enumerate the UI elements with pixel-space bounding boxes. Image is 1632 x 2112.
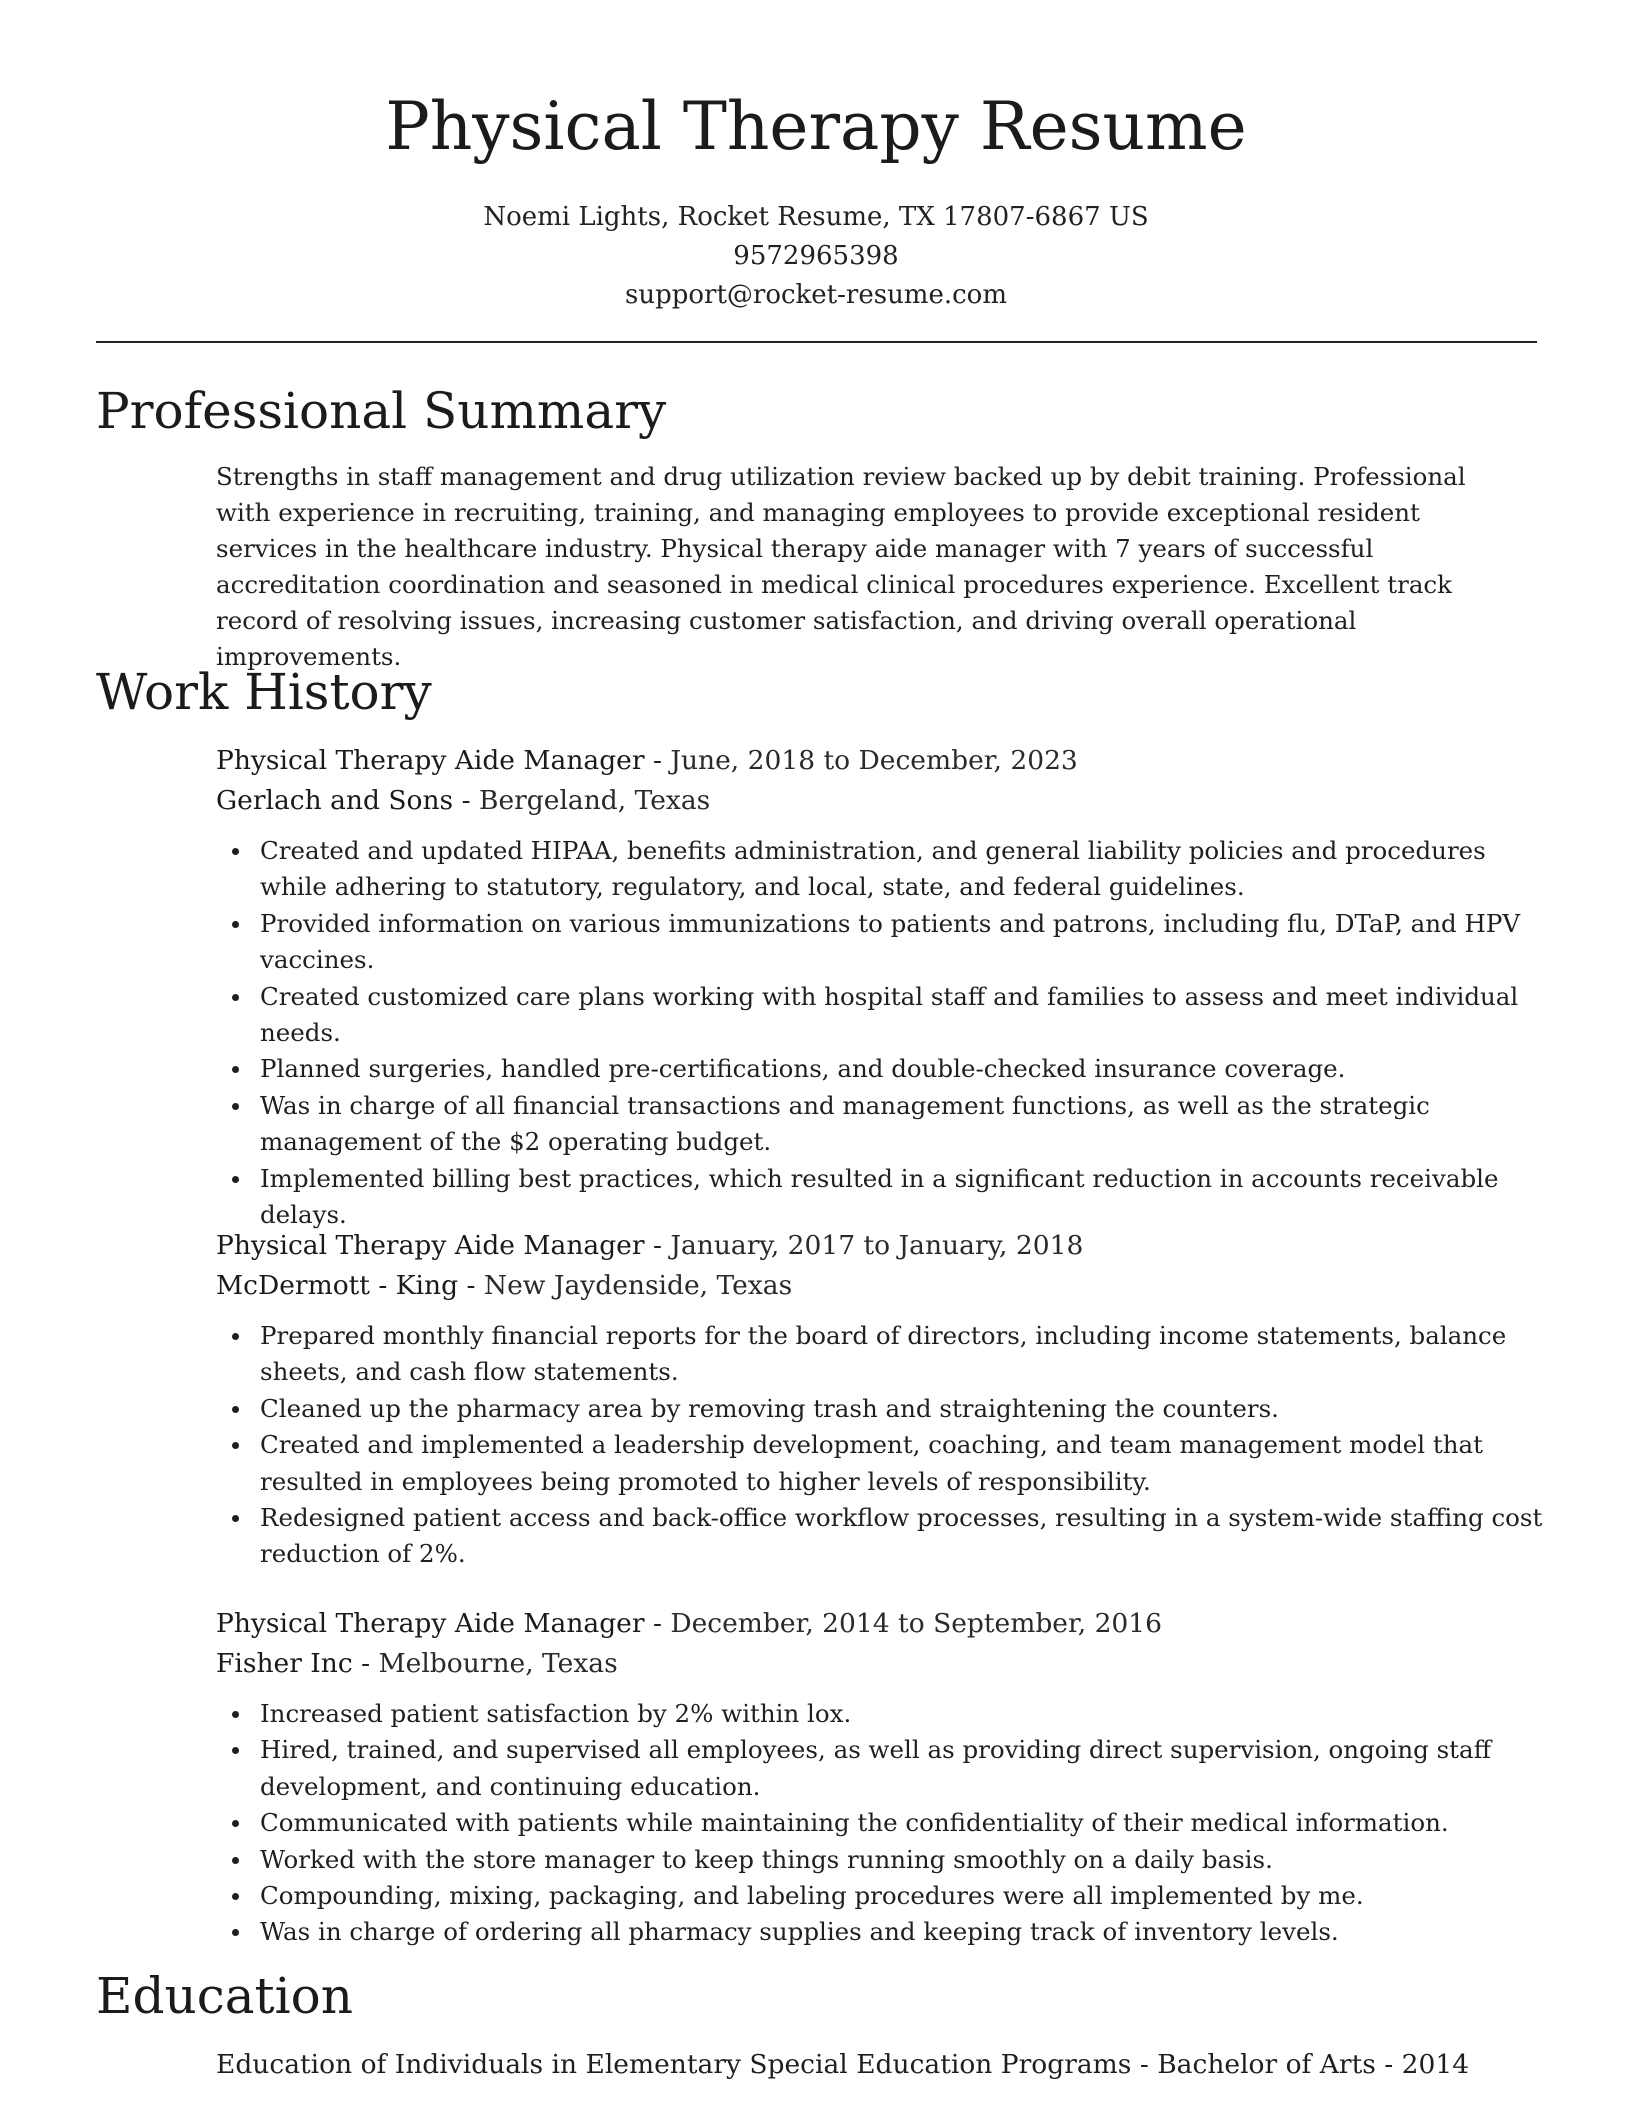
job-bullets — [216, 1696, 1546, 1951]
job-location: Melbourne, Texas — [378, 1648, 618, 1679]
separator: - — [644, 745, 671, 776]
education-heading: Education — [96, 1967, 353, 2025]
job-company: Gerlach and Sons — [216, 785, 454, 816]
list-item: Was in charge of all financial transactions and management functions, as well as the strategic management of the $2 operating budget. — [260, 1088, 1546, 1161]
separator: - — [1375, 2049, 1402, 2080]
list-item: Hired, trained, and supervised all employees, as well as providing direct supervision, ongoing staff development, and continuing education. — [260, 1732, 1546, 1805]
education-program: Education of Individuals in Elementary Special Education Programs — [216, 2049, 1132, 2080]
list-item: Created customized care plans working with hospital staff and families to assess and meet individual needs. — [260, 979, 1546, 1052]
job-company: Fisher Inc — [216, 1648, 353, 1679]
summary-heading: Professional Summary — [96, 382, 667, 440]
list-item: Cleaned up the pharmacy area by removing trash and straightening the counters. — [260, 1391, 1546, 1427]
job-bullets — [216, 1318, 1546, 1573]
job-company-line — [216, 1644, 1546, 1684]
job-entry — [216, 1226, 1546, 1573]
list-item: Was in charge of ordering all pharmacy supplies and keeping track of inventory levels. — [260, 1914, 1546, 1950]
list-item: Provided information on various immunizations to patients and patrons, including flu, DTaP, and HPV vaccines. — [260, 906, 1546, 979]
separator: - — [458, 1270, 484, 1301]
job-company-line — [216, 781, 1546, 821]
summary-text: Strengths in staff management and drug utilization review backed up by debit training. Professional with experience in recruiting, training, and managing employees to provide exceptional resident services in the healthcare industry. Physical therapy aide manager with 7 years of successful accreditation coordination and seasoned in medical clinical procedures experience. Excellent track record of resolving issues, increasing customer satisfaction, and driving overall operational improvements. — [216, 462, 1466, 671]
list-item: Compounding, mixing, packaging, and labeling procedures were all implemented by me. — [260, 1878, 1546, 1914]
education-line — [216, 2045, 1546, 2085]
summary-section — [216, 459, 1516, 675]
list-item: Prepared monthly financial reports for the board of directors, including income statements, balance sheets, and cash flow statements. — [260, 1318, 1546, 1391]
job-bullets — [216, 833, 1546, 1233]
job-title-line — [216, 1604, 1546, 1644]
job-dates: December, 2014 to September, 2016 — [670, 1608, 1163, 1639]
education-year: 2014 — [1401, 2049, 1470, 2080]
list-item: Created and implemented a leadership development, coaching, and team management model that resulted in employees being promoted to higher levels of responsibility. — [260, 1427, 1546, 1500]
education-entry — [216, 2045, 1546, 2085]
list-item: Increased patient satisfaction by 2% within lox. — [260, 1696, 1546, 1732]
contact-address: Noemi Lights, Rocket Resume, TX 17807-6867 US — [483, 202, 1149, 232]
list-item: Communicated with patients while maintaining the confidentiality of their medical information. — [260, 1805, 1546, 1841]
job-entry — [216, 741, 1546, 1233]
page-title: Physical Therapy Resume — [385, 88, 1247, 165]
list-item: Worked with the store manager to keep things running smoothly on a daily basis. — [260, 1842, 1546, 1878]
job-dates: June, 2018 to December, 2023 — [670, 745, 1078, 776]
job-entry — [216, 1604, 1546, 1951]
list-item: Implemented billing best practices, which resulted in a significant reduction in accounts receivable delays. — [260, 1161, 1546, 1234]
separator: - — [1131, 2049, 1158, 2080]
job-role: Physical Therapy Aide Manager — [216, 1230, 645, 1261]
contact-info — [0, 198, 1632, 315]
list-item: Created and updated HIPAA, benefits administration, and general liability policies and procedures while adhering to statutory, regulatory, and local, state, and federal guidelines. — [260, 833, 1546, 906]
job-title-line — [216, 1226, 1546, 1266]
job-role: Physical Therapy Aide Manager — [216, 1608, 645, 1639]
job-company-line — [216, 1266, 1546, 1306]
list-item: Planned surgeries, handled pre-certifications, and double-checked insurance coverage. — [260, 1051, 1546, 1087]
job-location: Bergeland, Texas — [478, 785, 711, 816]
resume-header — [0, 0, 1632, 315]
header-divider — [96, 341, 1537, 343]
separator: - — [644, 1230, 671, 1261]
contact-email: support@rocket-resume.com — [624, 280, 1007, 310]
job-dates: January, 2017 to January, 2018 — [670, 1230, 1084, 1261]
separator: - — [453, 785, 479, 816]
separator: - — [644, 1608, 671, 1639]
job-company: McDermott - King — [216, 1270, 459, 1301]
job-location: New Jaydenside, Texas — [483, 1270, 793, 1301]
contact-phone: 9572965398 — [733, 241, 899, 271]
list-item: Redesigned patient access and back-office workflow processes, resulting in a system-wide staffing cost reduction of 2%. — [260, 1500, 1546, 1573]
job-role: Physical Therapy Aide Manager — [216, 745, 645, 776]
separator: - — [352, 1648, 379, 1679]
education-degree: Bachelor of Arts — [1157, 2049, 1376, 2080]
work-history-heading: Work History — [96, 663, 432, 721]
job-title-line — [216, 741, 1546, 781]
